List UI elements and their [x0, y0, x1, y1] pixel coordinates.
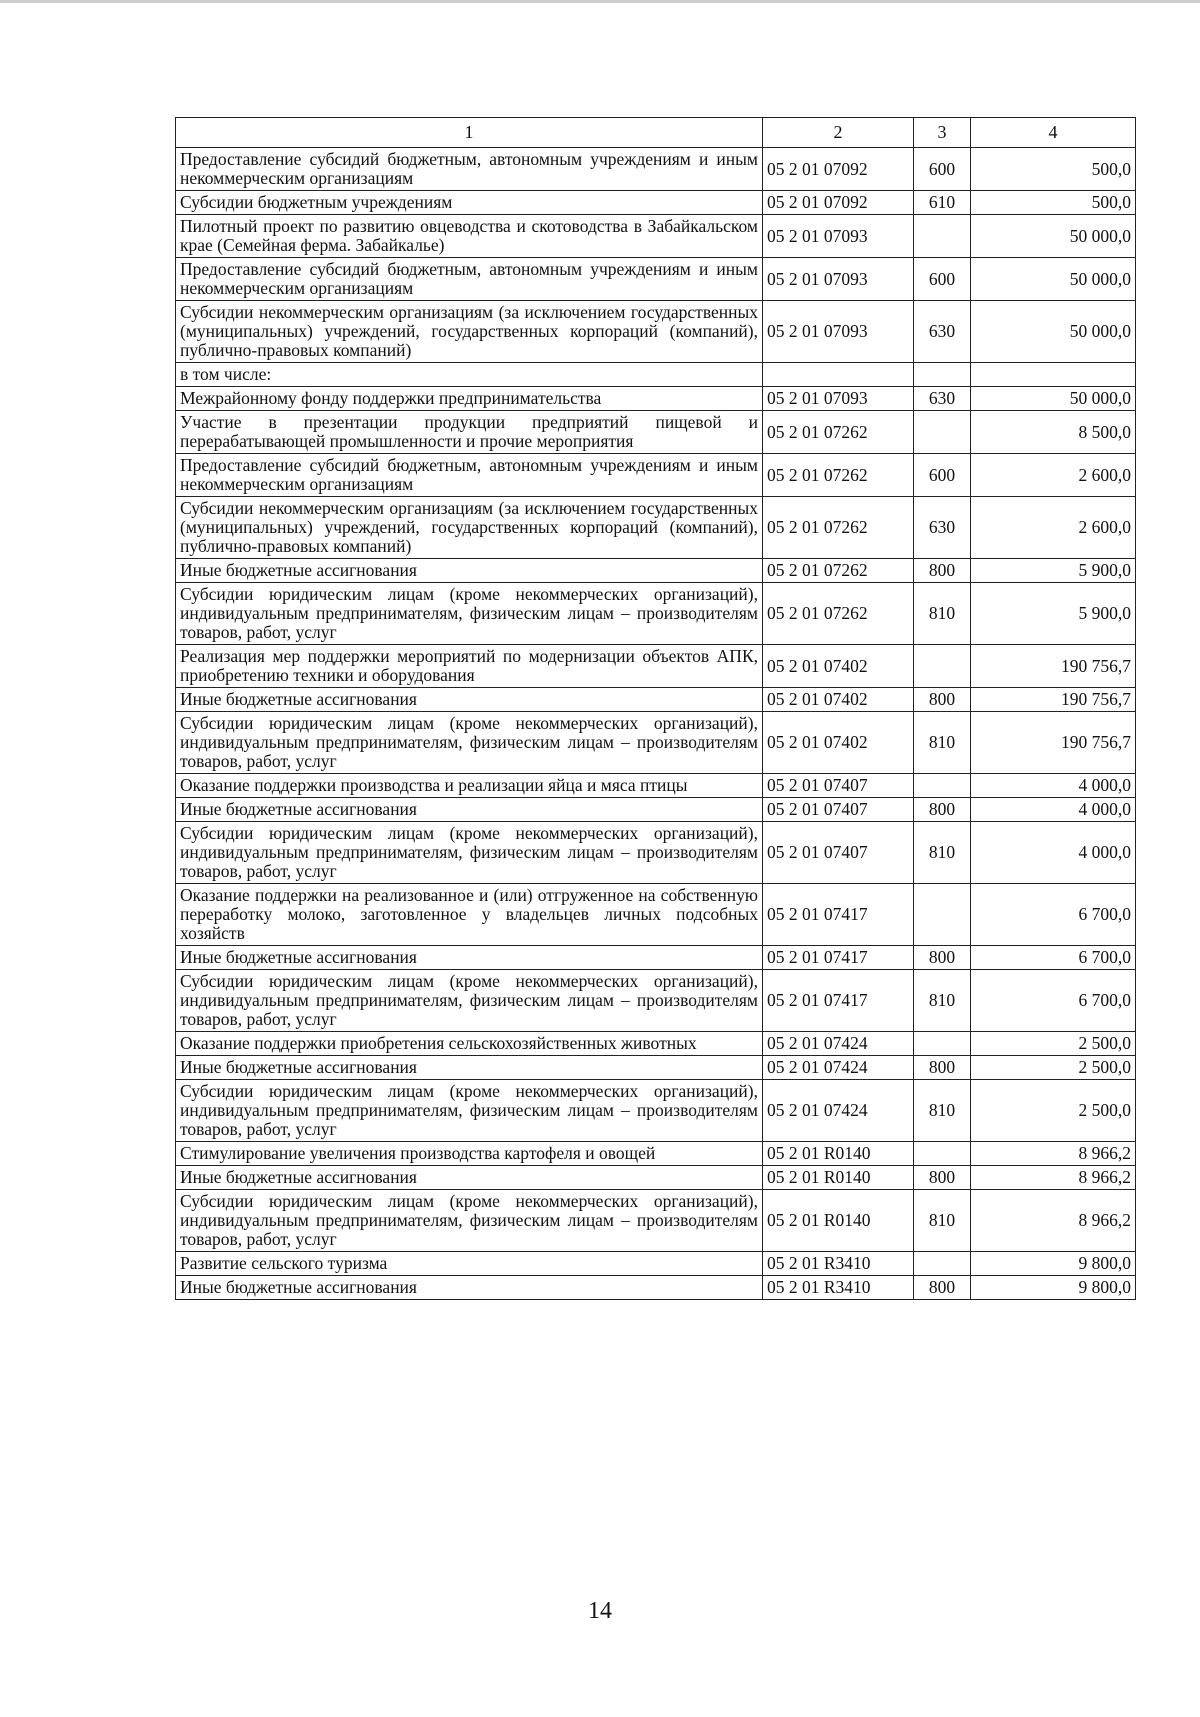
expense-type-cell	[914, 774, 971, 798]
expense-type-cell: 800	[914, 1276, 971, 1300]
table-row	[176, 215, 1136, 258]
amount-cell: 190 756,7	[971, 688, 1136, 712]
target-article-code-cell: 05 2 01 07262	[763, 559, 914, 583]
expense-type-cell: 800	[914, 1166, 971, 1190]
target-article-code-cell: 05 2 01 07093	[763, 258, 914, 301]
description-cell: Предоставление субсидий бюджетным, автономным учреждениям и иным некоммерческим организациям	[176, 258, 763, 301]
amount-cell: 4 000,0	[971, 798, 1136, 822]
expense-type-cell: 630	[914, 301, 971, 363]
expense-type-cell: 810	[914, 583, 971, 645]
description-cell: Субсидии бюджетным учреждениям	[176, 191, 763, 215]
table-row	[176, 1056, 1136, 1080]
table-row	[176, 970, 1136, 1032]
description-cell: Иные бюджетные ассигнования	[176, 688, 763, 712]
description-cell: Иные бюджетные ассигнования	[176, 1166, 763, 1190]
target-article-code-cell: 05 2 01 R0140	[763, 1190, 914, 1252]
table-row	[176, 798, 1136, 822]
description-cell: Участие в презентации продукции предприятий пищевой и перерабатывающей промышленности и прочие мероприятия	[176, 411, 763, 454]
amount-cell: 4 000,0	[971, 822, 1136, 884]
expense-type-cell	[914, 1142, 971, 1166]
table-row	[176, 411, 1136, 454]
page-number: 14	[588, 1598, 612, 1624]
description-cell: Иные бюджетные ассигнования	[176, 1276, 763, 1300]
expense-type-cell: 610	[914, 191, 971, 215]
description-cell: Реализация мер поддержки мероприятий по модернизации объектов АПК, приобретению техники и оборудования	[176, 645, 763, 688]
expense-type-cell	[914, 215, 971, 258]
description-cell: Предоставление субсидий бюджетным, автономным учреждениям и иным некоммерческим организациям	[176, 454, 763, 497]
table-row	[176, 1080, 1136, 1142]
table-row	[176, 1142, 1136, 1166]
description-cell: Иные бюджетные ассигнования	[176, 1056, 763, 1080]
target-article-code-cell: 05 2 01 07407	[763, 774, 914, 798]
expense-type-cell	[914, 884, 971, 946]
description-cell: Субсидии юридическим лицам (кроме некоммерческих организаций), индивидуальным предпринимателям, физическим лицам – производителям товаров, работ, услуг	[176, 822, 763, 884]
amount-cell: 500,0	[971, 148, 1136, 191]
target-article-code-cell: 05 2 01 07424	[763, 1032, 914, 1056]
expense-type-cell: 800	[914, 559, 971, 583]
table-row	[176, 1166, 1136, 1190]
expense-type-cell	[914, 411, 971, 454]
table-row	[176, 191, 1136, 215]
description-cell: Предоставление субсидий бюджетным, автономным учреждениям и иным некоммерческим организациям	[176, 148, 763, 191]
expense-type-cell: 810	[914, 822, 971, 884]
column-header-2: 2	[763, 118, 914, 148]
table-row	[176, 822, 1136, 884]
target-article-code-cell: 05 2 01 07262	[763, 497, 914, 559]
table-row	[176, 1252, 1136, 1276]
amount-cell: 9 800,0	[971, 1252, 1136, 1276]
expense-type-cell	[914, 1252, 971, 1276]
table-row	[176, 301, 1136, 363]
table-row	[176, 387, 1136, 411]
description-cell: Иные бюджетные ассигнования	[176, 798, 763, 822]
table-row	[176, 645, 1136, 688]
amount-cell: 190 756,7	[971, 712, 1136, 774]
target-article-code-cell: 05 2 01 07402	[763, 645, 914, 688]
table-row	[176, 559, 1136, 583]
target-article-code-cell: 05 2 01 07417	[763, 946, 914, 970]
target-article-code-cell: 05 2 01 07424	[763, 1056, 914, 1080]
amount-cell: 50 000,0	[971, 258, 1136, 301]
amount-cell: 5 900,0	[971, 583, 1136, 645]
table-row	[176, 497, 1136, 559]
table-row	[176, 363, 1136, 387]
amount-cell: 8 966,2	[971, 1142, 1136, 1166]
description-cell: в том числе:	[176, 363, 763, 387]
target-article-code-cell: 05 2 01 07417	[763, 970, 914, 1032]
column-header-1: 1	[176, 118, 763, 148]
table-row	[176, 688, 1136, 712]
amount-cell: 2 500,0	[971, 1032, 1136, 1056]
amount-cell: 2 600,0	[971, 454, 1136, 497]
amount-cell: 50 000,0	[971, 301, 1136, 363]
expense-type-cell: 810	[914, 712, 971, 774]
amount-cell: 8 500,0	[971, 411, 1136, 454]
description-cell: Межрайонному фонду поддержки предпринимательства	[176, 387, 763, 411]
description-cell: Субсидии юридическим лицам (кроме некоммерческих организаций), индивидуальным предпринимателям, физическим лицам – производителям товаров, работ, услуг	[176, 1080, 763, 1142]
amount-cell: 6 700,0	[971, 970, 1136, 1032]
amount-cell: 500,0	[971, 191, 1136, 215]
table-row	[176, 884, 1136, 946]
target-article-code-cell: 05 2 01 07093	[763, 215, 914, 258]
amount-cell: 2 500,0	[971, 1080, 1136, 1142]
target-article-code-cell: 05 2 01 07262	[763, 454, 914, 497]
target-article-code-cell: 05 2 01 R3410	[763, 1276, 914, 1300]
description-cell: Субсидии юридическим лицам (кроме некоммерческих организаций), индивидуальным предпринимателям, физическим лицам – производителям товаров, работ, услуг	[176, 970, 763, 1032]
amount-cell: 2 500,0	[971, 1056, 1136, 1080]
expense-type-cell: 630	[914, 387, 971, 411]
description-cell: Развитие сельского туризма	[176, 1252, 763, 1276]
target-article-code-cell: 05 2 01 07262	[763, 583, 914, 645]
budget-table	[175, 117, 1136, 1300]
expense-type-cell: 810	[914, 1190, 971, 1252]
description-cell: Иные бюджетные ассигнования	[176, 559, 763, 583]
expense-type-cell: 810	[914, 970, 971, 1032]
table-row	[176, 712, 1136, 774]
expense-type-cell: 600	[914, 258, 971, 301]
table-row	[176, 1276, 1136, 1300]
column-header-4: 4	[971, 118, 1136, 148]
target-article-code-cell: 05 2 01 07262	[763, 411, 914, 454]
target-article-code-cell: 05 2 01 07093	[763, 301, 914, 363]
description-cell: Субсидии юридическим лицам (кроме некоммерческих организаций), индивидуальным предпринимателям, физическим лицам – производителям товаров, работ, услуг	[176, 1190, 763, 1252]
expense-type-cell: 810	[914, 1080, 971, 1142]
description-cell: Субсидии юридическим лицам (кроме некоммерческих организаций), индивидуальным предпринимателям, физическим лицам – производителям товаров, работ, услуг	[176, 583, 763, 645]
expense-type-cell: 600	[914, 454, 971, 497]
page-top-edge	[0, 0, 1200, 3]
amount-cell: 6 700,0	[971, 884, 1136, 946]
description-cell: Пилотный проект по развитию овцеводства и скотоводства в Забайкальском крае (Семейная ферма. Забайкалье)	[176, 215, 763, 258]
column-header-3: 3	[914, 118, 971, 148]
table-row	[176, 1032, 1136, 1056]
description-cell: Оказание поддержки производства и реализации яйца и мяса птицы	[176, 774, 763, 798]
description-cell: Стимулирование увеличения производства картофеля и овощей	[176, 1142, 763, 1166]
target-article-code-cell: 05 2 01 R0140	[763, 1142, 914, 1166]
target-article-code-cell: 05 2 01 R0140	[763, 1166, 914, 1190]
amount-cell: 50 000,0	[971, 215, 1136, 258]
description-cell: Иные бюджетные ассигнования	[176, 946, 763, 970]
target-article-code-cell: 05 2 01 07092	[763, 148, 914, 191]
expense-type-cell: 800	[914, 1056, 971, 1080]
expense-type-cell	[914, 645, 971, 688]
target-article-code-cell: 05 2 01 07407	[763, 798, 914, 822]
table-row	[176, 774, 1136, 798]
table-row	[176, 454, 1136, 497]
table-row	[176, 148, 1136, 191]
description-cell: Оказание поддержки приобретения сельскохозяйственных животных	[176, 1032, 763, 1056]
amount-cell: 2 600,0	[971, 497, 1136, 559]
amount-cell: 4 000,0	[971, 774, 1136, 798]
expense-type-cell: 800	[914, 688, 971, 712]
amount-cell	[971, 363, 1136, 387]
target-article-code-cell: 05 2 01 07417	[763, 884, 914, 946]
table-row	[176, 258, 1136, 301]
description-cell: Субсидии некоммерческим организациям (за исключением государственных (муниципальных) учреждений, государственных корпораций (компаний), публично-правовых компаний)	[176, 301, 763, 363]
target-article-code-cell: 05 2 01 07424	[763, 1080, 914, 1142]
expense-type-cell: 800	[914, 798, 971, 822]
table-row	[176, 946, 1136, 970]
expense-type-cell: 800	[914, 946, 971, 970]
target-article-code-cell: 05 2 01 07092	[763, 191, 914, 215]
expense-type-cell: 600	[914, 148, 971, 191]
expense-type-cell: 630	[914, 497, 971, 559]
amount-cell: 9 800,0	[971, 1276, 1136, 1300]
expense-type-cell	[914, 363, 971, 387]
description-cell: Субсидии юридическим лицам (кроме некоммерческих организаций), индивидуальным предпринимателям, физическим лицам – производителям товаров, работ, услуг	[176, 712, 763, 774]
amount-cell: 190 756,7	[971, 645, 1136, 688]
description-cell: Субсидии некоммерческим организациям (за исключением государственных (муниципальных) учреждений, государственных корпораций (компаний), публично-правовых компаний)	[176, 497, 763, 559]
amount-cell: 8 966,2	[971, 1166, 1136, 1190]
target-article-code-cell: 05 2 01 07093	[763, 387, 914, 411]
target-article-code-cell: 05 2 01 07402	[763, 712, 914, 774]
table-body	[176, 148, 1136, 1300]
header-row	[176, 118, 1136, 148]
target-article-code-cell	[763, 363, 914, 387]
table-row	[176, 583, 1136, 645]
expense-type-cell	[914, 1032, 971, 1056]
amount-cell: 5 900,0	[971, 559, 1136, 583]
amount-cell: 8 966,2	[971, 1190, 1136, 1252]
description-cell: Оказание поддержки на реализованное и (или) отгруженное на собственную переработку молоко, заготовленное у владельцев личных подсобных хозяйств	[176, 884, 763, 946]
target-article-code-cell: 05 2 01 07402	[763, 688, 914, 712]
amount-cell: 50 000,0	[971, 387, 1136, 411]
target-article-code-cell: 05 2 01 R3410	[763, 1252, 914, 1276]
target-article-code-cell: 05 2 01 07407	[763, 822, 914, 884]
amount-cell: 6 700,0	[971, 946, 1136, 970]
table-row	[176, 1190, 1136, 1252]
